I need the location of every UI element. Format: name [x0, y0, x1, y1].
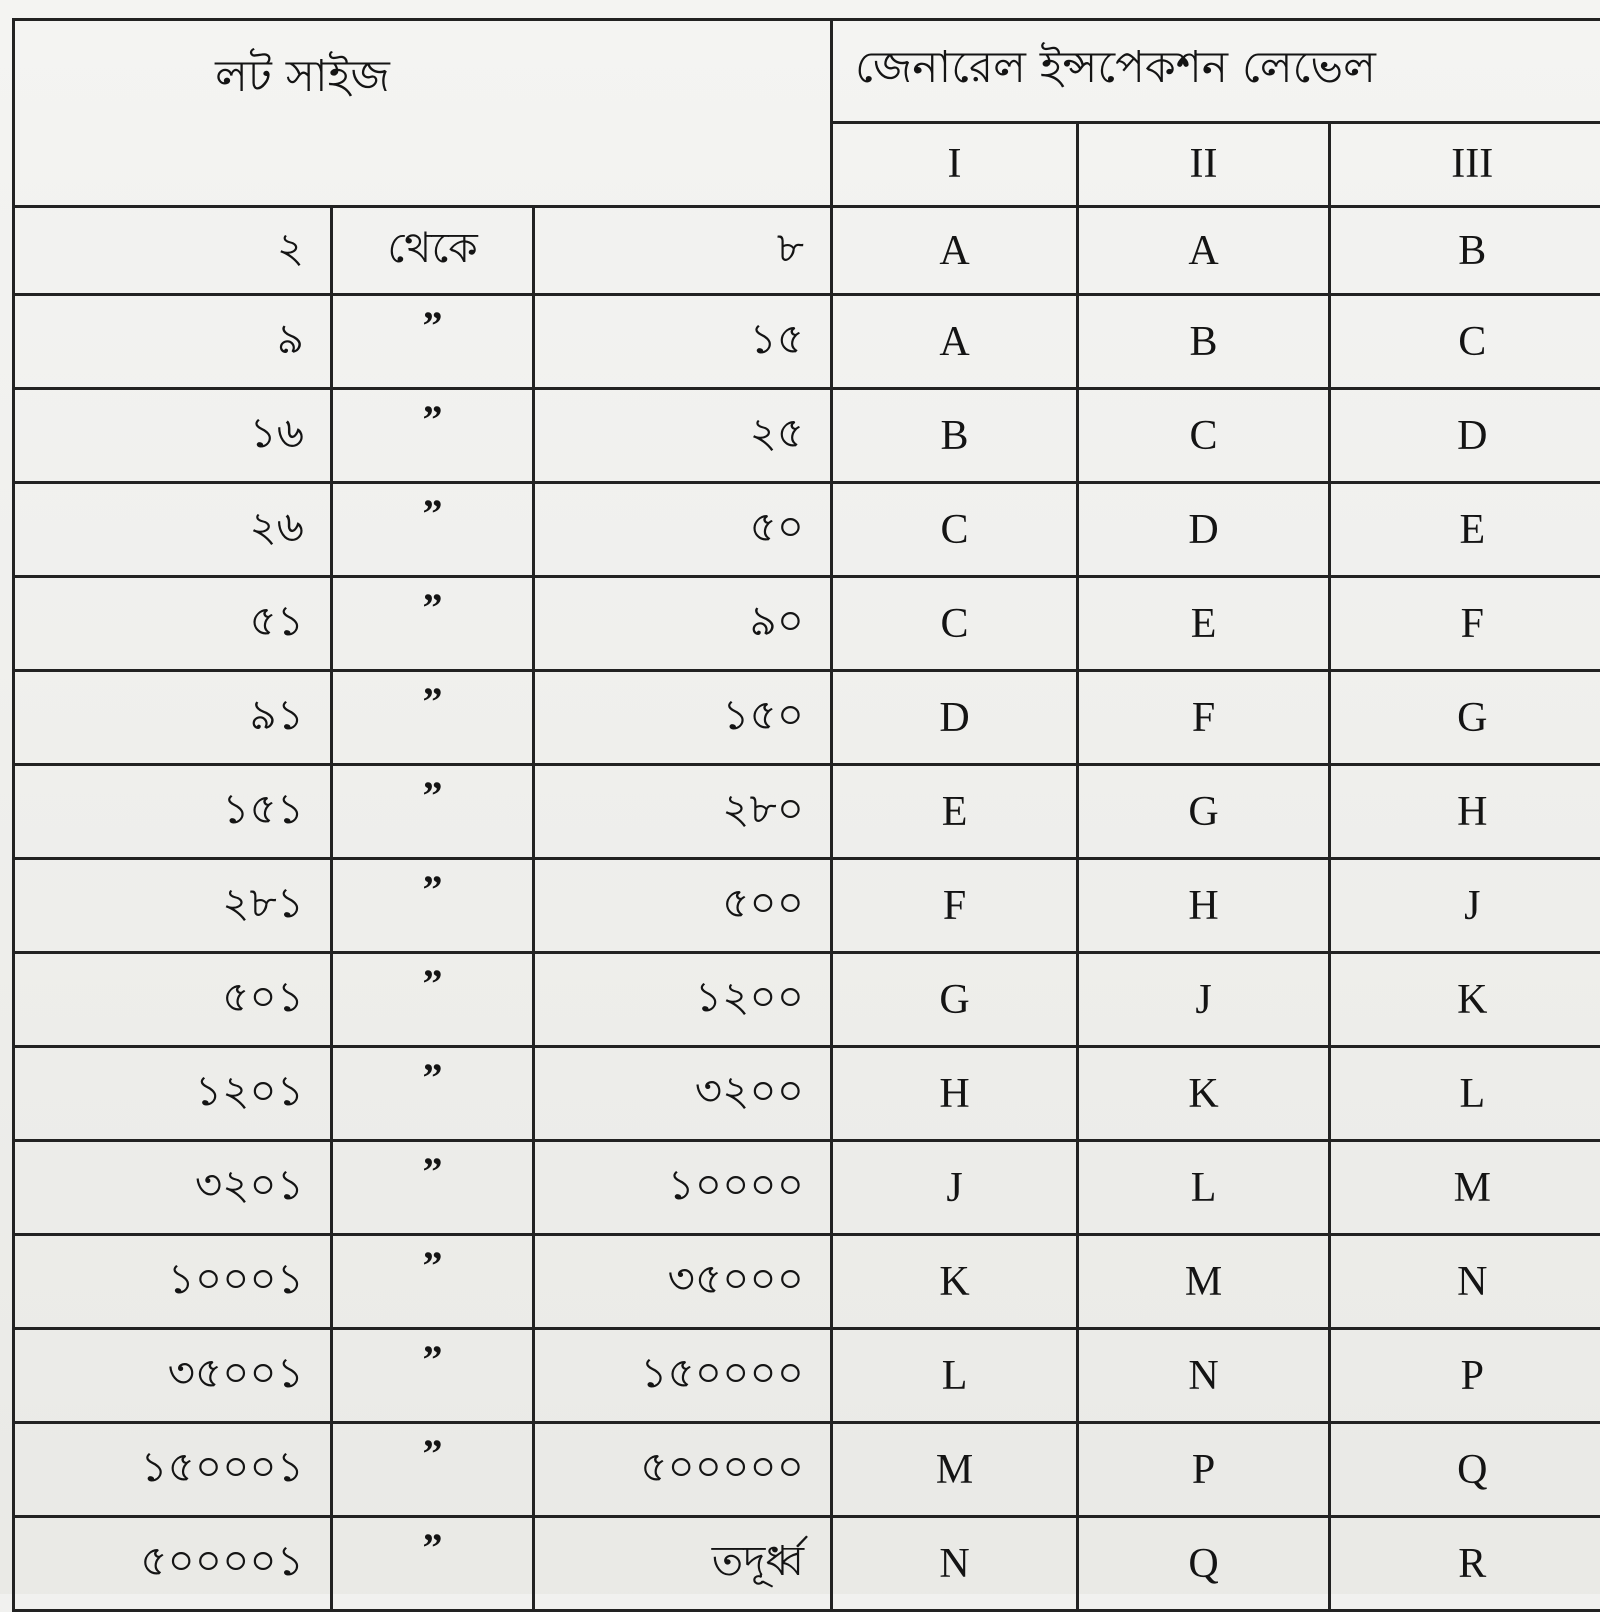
range-connector: ” — [332, 1047, 534, 1141]
code-letter-level-1: L — [832, 1329, 1078, 1423]
lot-size-from: ৩৫০০১ — [14, 1329, 332, 1423]
range-connector: ” — [332, 1423, 534, 1517]
lot-size-to: ১৫০ — [534, 671, 832, 765]
code-letter-level-2: F — [1078, 671, 1330, 765]
range-connector: ” — [332, 295, 534, 389]
code-letter-level-1: F — [832, 859, 1078, 953]
lot-size-to: ২৮০ — [534, 765, 832, 859]
code-letter-level-1: M — [832, 1423, 1078, 1517]
code-letter-level-2: E — [1078, 577, 1330, 671]
code-letter-level-2: J — [1078, 953, 1330, 1047]
lot-size-to: ৩২০০ — [534, 1047, 832, 1141]
lot-size-from: ১৫১ — [14, 765, 332, 859]
range-connector: ” — [332, 671, 534, 765]
code-letter-level-1: C — [832, 577, 1078, 671]
lot-size-to: ১০০০০ — [534, 1141, 832, 1235]
table-row — [14, 1517, 1600, 1611]
table-row — [14, 1235, 1600, 1329]
code-letter-level-3: H — [1330, 765, 1600, 859]
lot-size-from: ১২০১ — [14, 1047, 332, 1141]
code-letter-level-2: D — [1078, 483, 1330, 577]
range-connector: ” — [332, 483, 534, 577]
table-row — [14, 207, 1600, 295]
lot-size-from: ৯১ — [14, 671, 332, 765]
lot-size-from: ১৬ — [14, 389, 332, 483]
table-row — [14, 483, 1600, 577]
table-row — [14, 1329, 1600, 1423]
range-connector: ” — [332, 577, 534, 671]
lot-size-from: ২ — [14, 207, 332, 295]
level-header-2: II — [1078, 122, 1330, 206]
code-letter-level-2: G — [1078, 765, 1330, 859]
code-letter-level-3: D — [1330, 389, 1600, 483]
table-row — [14, 1423, 1600, 1517]
code-letter-level-2: A — [1078, 207, 1330, 295]
lot-size-to: ১২০০ — [534, 953, 832, 1047]
lot-size-to: ৩৫০০০ — [534, 1235, 832, 1329]
lot-size-from: ৯ — [14, 295, 332, 389]
code-letter-level-3: L — [1330, 1047, 1600, 1141]
code-letter-level-1: A — [832, 207, 1078, 295]
lot-size-to: ৮ — [534, 207, 832, 295]
range-connector: ” — [332, 1517, 534, 1611]
range-connector: ” — [332, 765, 534, 859]
lot-size-from: ৫০০০০১ — [14, 1517, 332, 1611]
lot-size-to: ২৫ — [534, 389, 832, 483]
level-header-1: I — [832, 122, 1078, 206]
code-letter-level-3: J — [1330, 859, 1600, 953]
general-inspection-level-header: জেনারেল ইন্সপেকশন লেভেল — [832, 20, 1600, 123]
table-row — [14, 1141, 1600, 1235]
lot-size-from: ৫১ — [14, 577, 332, 671]
lot-size-to: ১৫০০০০ — [534, 1329, 832, 1423]
table-body — [14, 207, 1600, 1611]
table-row — [14, 389, 1600, 483]
code-letter-level-2: C — [1078, 389, 1330, 483]
code-letter-level-3: E — [1330, 483, 1600, 577]
code-letter-level-3: B — [1330, 207, 1600, 295]
lot-size-from: ২৮১ — [14, 859, 332, 953]
table-row — [14, 765, 1600, 859]
code-letter-level-1: E — [832, 765, 1078, 859]
code-letter-level-2: N — [1078, 1329, 1330, 1423]
lot-size-from: ৩২০১ — [14, 1141, 332, 1235]
range-connector: ” — [332, 1141, 534, 1235]
range-connector: ” — [332, 1329, 534, 1423]
code-letter-level-1: K — [832, 1235, 1078, 1329]
code-letter-level-1: G — [832, 953, 1078, 1047]
code-letter-level-3: C — [1330, 295, 1600, 389]
lot-size-from: ৫০১ — [14, 953, 332, 1047]
table-row — [14, 953, 1600, 1047]
range-connector: ” — [332, 859, 534, 953]
range-connector: থেকে — [332, 207, 534, 295]
code-letter-level-2: L — [1078, 1141, 1330, 1235]
range-connector: ” — [332, 953, 534, 1047]
table-row — [14, 295, 1600, 389]
inspection-level-table — [12, 18, 1600, 1612]
code-letter-level-1: H — [832, 1047, 1078, 1141]
lot-size-to: ৯০ — [534, 577, 832, 671]
code-letter-level-2: H — [1078, 859, 1330, 953]
table-row — [14, 859, 1600, 953]
lot-size-header-text: লট সাইজ — [215, 51, 390, 102]
lot-size-to: ৫০০ — [534, 859, 832, 953]
code-letter-level-2: B — [1078, 295, 1330, 389]
lot-size-from: ১০০০১ — [14, 1235, 332, 1329]
range-connector: ” — [332, 1235, 534, 1329]
level-header-3: III — [1330, 122, 1600, 206]
code-letter-level-3: Q — [1330, 1423, 1600, 1517]
code-letter-level-1: B — [832, 389, 1078, 483]
code-letter-level-2: P — [1078, 1423, 1330, 1517]
code-letter-level-3: P — [1330, 1329, 1600, 1423]
code-letter-level-3: G — [1330, 671, 1600, 765]
lot-size-from: ১৫০০০১ — [14, 1423, 332, 1517]
code-letter-level-3: N — [1330, 1235, 1600, 1329]
code-letter-level-1: C — [832, 483, 1078, 577]
range-connector: ” — [332, 389, 534, 483]
code-letter-level-2: K — [1078, 1047, 1330, 1141]
code-letter-level-1: J — [832, 1141, 1078, 1235]
table-row — [14, 671, 1600, 765]
code-letter-level-3: K — [1330, 953, 1600, 1047]
code-letter-level-2: Q — [1078, 1517, 1330, 1611]
code-letter-level-3: F — [1330, 577, 1600, 671]
code-letter-level-1: N — [832, 1517, 1078, 1611]
code-letter-level-1: D — [832, 671, 1078, 765]
lot-size-to: তদূর্ধ্ব — [534, 1517, 832, 1611]
code-letter-level-2: M — [1078, 1235, 1330, 1329]
code-letter-level-3: M — [1330, 1141, 1600, 1235]
lot-size-header — [14, 20, 832, 207]
lot-size-to: ৫০০০০০ — [534, 1423, 832, 1517]
code-letter-level-3: R — [1330, 1517, 1600, 1611]
lot-size-from: ২৬ — [14, 483, 332, 577]
table-row — [14, 1047, 1600, 1141]
code-letter-level-1: A — [832, 295, 1078, 389]
table-row — [14, 577, 1600, 671]
lot-size-to: ১৫ — [534, 295, 832, 389]
lot-size-to: ৫০ — [534, 483, 832, 577]
